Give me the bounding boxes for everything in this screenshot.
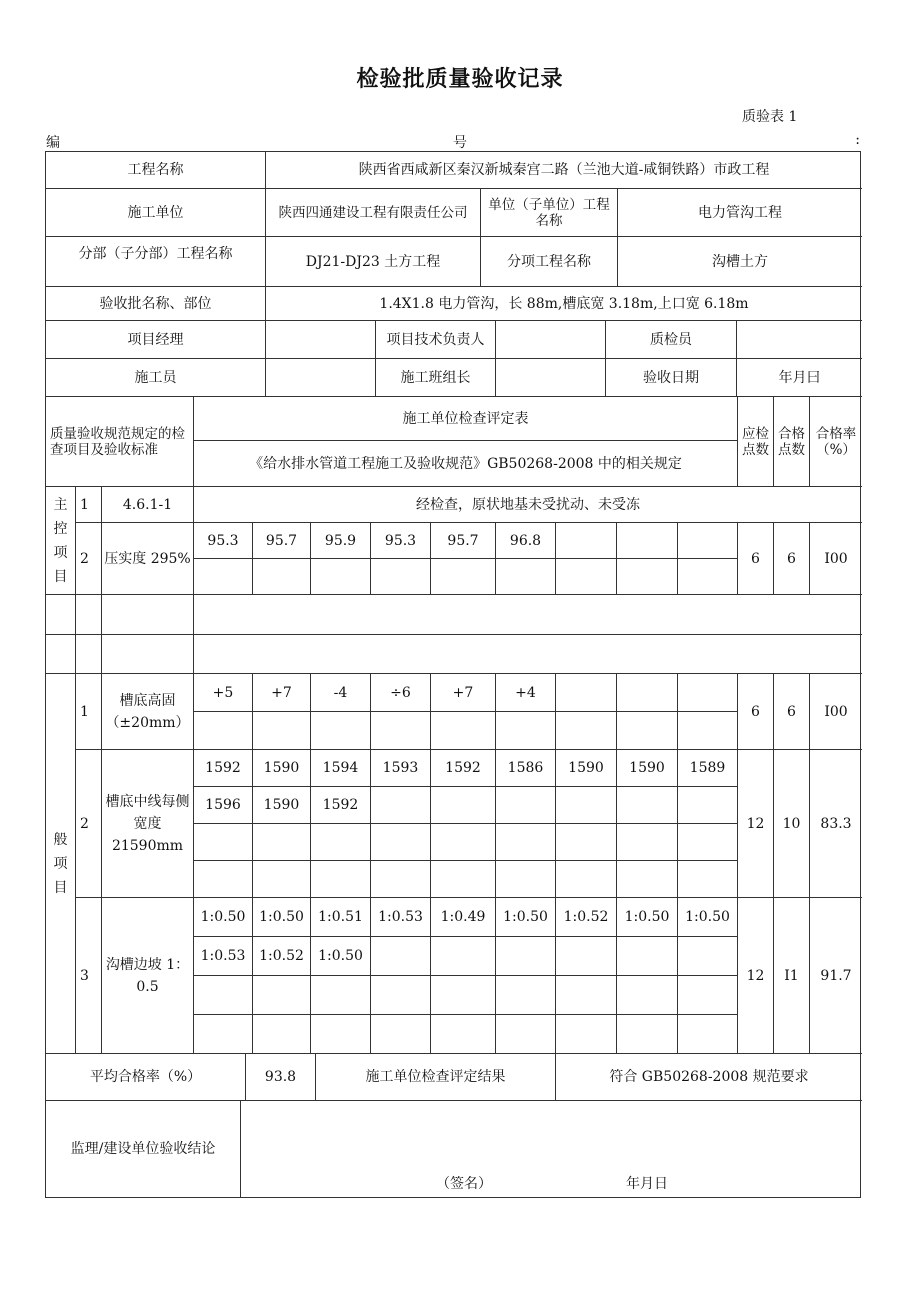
- general-item-1-pass: 6: [774, 674, 810, 750]
- general-item-2-value: [496, 824, 556, 861]
- compaction-value: [678, 523, 738, 559]
- general-item-2-value: [678, 787, 738, 824]
- general-item-2-value: 1592: [311, 787, 371, 824]
- general-item-3-value: [311, 976, 371, 1015]
- project-name-label: 工程名称: [46, 152, 266, 189]
- general-item-2-value: 1592: [194, 750, 253, 787]
- general-item-2-value: [253, 861, 311, 898]
- general-item-2-value: [617, 861, 678, 898]
- document-title: 检验批质量验收记录: [356, 67, 564, 92]
- general-item-3-value: [371, 1015, 431, 1054]
- unit-name-value: 电力管沟工程: [618, 189, 862, 237]
- compaction-value: 95.3: [371, 523, 431, 559]
- evaluation-result-label: 施工单位检查评定结果: [316, 1054, 556, 1101]
- general-item-2-name: 槽底中线每侧宽度 21590mm: [102, 750, 194, 898]
- general-item-1-value: [556, 674, 617, 712]
- general-item-3-value: 1:0.53: [371, 898, 431, 937]
- project-manager-value: [266, 321, 376, 359]
- general-item-1-name: 槽底高固（±20mm）: [102, 674, 194, 750]
- main-item-2-pass: 6: [774, 523, 810, 595]
- general-item-3-value: 1:0.50: [617, 898, 678, 937]
- general-item-3-value: [431, 937, 496, 976]
- general-item-2-value: 1590: [556, 750, 617, 787]
- general-item-1-value: +4: [496, 674, 556, 712]
- general-item-3-value: [194, 976, 253, 1015]
- general-item-2-rate: 83.3: [810, 750, 862, 898]
- pass-count-header: 合格点数: [774, 397, 810, 487]
- general-item-1-value: [678, 712, 738, 750]
- general-item-3-count: 12: [738, 898, 774, 1054]
- general-item-2-value: 1592: [431, 750, 496, 787]
- subdivision-label: 分部（子分部）工程名称: [46, 237, 266, 287]
- general-item-2-value: [431, 824, 496, 861]
- general-item-3-value: [431, 976, 496, 1015]
- blank-cell: [76, 595, 102, 635]
- batch-label: 验收批名称、部位: [46, 287, 266, 321]
- general-item-1-rate: I00: [810, 674, 862, 750]
- main-item-1-result: 经检查，原状地基未受扰动、未受冻: [194, 487, 862, 523]
- sub-item-value: 沟槽土方: [618, 237, 862, 287]
- compaction-value-empty: [556, 559, 617, 595]
- general-item-2-value: 1586: [496, 750, 556, 787]
- blank-cell: [102, 635, 194, 674]
- serial-label-mid: 号: [453, 135, 467, 151]
- main-blank-b: [46, 635, 76, 674]
- compaction-value: [556, 523, 617, 559]
- general-item-2-value: [556, 787, 617, 824]
- general-item-2-value: [556, 861, 617, 898]
- qc-inspector-value: [737, 321, 862, 359]
- general-item-1-value: [617, 674, 678, 712]
- general-item-3-value: 1:0.50: [194, 898, 253, 937]
- general-item-2-value: [678, 824, 738, 861]
- subdivision-value: DJ21-DJ23 土方工程: [266, 237, 481, 287]
- inspection-record-table: [45, 151, 861, 1198]
- general-item-3-value: 1:0.52: [253, 937, 311, 976]
- serial-label-right: :: [855, 132, 860, 148]
- general-item-3-value: [617, 937, 678, 976]
- general-item-2-count: 12: [738, 750, 774, 898]
- general-item-3-value: [678, 1015, 738, 1054]
- compaction-value-empty: [431, 559, 496, 595]
- general-item-3-name: 沟槽边坡 1：0.5: [102, 898, 194, 1054]
- general-item-3-rate: 91.7: [810, 898, 862, 1054]
- general-item-3-pass: I1: [774, 898, 810, 1054]
- compaction-value: 96.8: [496, 523, 556, 559]
- qc-inspector-label: 质检员: [606, 321, 737, 359]
- compaction-value: 95.9: [311, 523, 371, 559]
- tech-lead-value: [496, 321, 606, 359]
- general-item-3-value: [253, 976, 311, 1015]
- main-item-2-rate: I00: [810, 523, 862, 595]
- general-item-3-value: [496, 976, 556, 1015]
- compaction-value: 95.7: [431, 523, 496, 559]
- general-item-2-value: [311, 861, 371, 898]
- general-item-3-value: [496, 1015, 556, 1054]
- general-item-3-value: [371, 937, 431, 976]
- compaction-value-empty: [496, 559, 556, 595]
- general-item-1-count: 6: [738, 674, 774, 750]
- general-item-2-value: [194, 861, 253, 898]
- general-item-2-pass: 10: [774, 750, 810, 898]
- general-item-3-value: 1:0.50: [253, 898, 311, 937]
- form-number: 质验表 1: [742, 109, 798, 125]
- signature-label: （签名）: [436, 1176, 492, 1192]
- average-pass-rate-label: 平均合格率（%）: [46, 1054, 246, 1101]
- evaluation-result-value: 符合 GB50268-2008 规范要求: [556, 1054, 862, 1101]
- pass-rate-header: 合格率（%）: [810, 397, 862, 487]
- spec-header: 《给水排水管道工程施工及验收规范》GB50268-2008 中的相关规定: [194, 441, 738, 487]
- general-item-2-value: [371, 824, 431, 861]
- general-item-2-value: 1590: [253, 750, 311, 787]
- general-item-3-value: [556, 976, 617, 1015]
- general-item-3-value: [431, 1015, 496, 1054]
- general-item-1-value: +5: [194, 674, 253, 712]
- general-item-2-value: [617, 787, 678, 824]
- general-item-1-value: [617, 712, 678, 750]
- main-item-2-name: 压实度 295%: [102, 523, 194, 595]
- main-item-1-no: 1: [76, 487, 102, 523]
- blank-cell: [76, 635, 102, 674]
- general-item-2-value: [556, 824, 617, 861]
- sub-item-label: 分项工程名称: [481, 237, 618, 287]
- compaction-value-empty: [678, 559, 738, 595]
- general-item-2-value: 1589: [678, 750, 738, 787]
- general-item-1-value: [194, 712, 253, 750]
- compaction-value-empty: [311, 559, 371, 595]
- batch-value: 1.4X1.8 电力管沟，长 88m,槽底宽 3.18m,上口宽 6.18m: [266, 287, 862, 321]
- general-item-1-value: [496, 712, 556, 750]
- general-item-3-value: 1:0.52: [556, 898, 617, 937]
- general-item-2-value: [496, 861, 556, 898]
- general-item-2-value: [431, 787, 496, 824]
- general-item-2-no: 2: [76, 750, 102, 898]
- general-item-3-value: 1:0.53: [194, 937, 253, 976]
- general-item-1-value: [678, 674, 738, 712]
- general-item-3-value: [194, 1015, 253, 1054]
- team-leader-value: [496, 359, 606, 397]
- standard-header: 质量验收规范规定的检查项目及验收标准: [46, 397, 194, 487]
- general-item-1-value: -4: [311, 674, 371, 712]
- general-item-2-value: 1594: [311, 750, 371, 787]
- general-item-1-value: ÷6: [371, 674, 431, 712]
- compaction-value-empty: [617, 559, 678, 595]
- blank-cell: [102, 595, 194, 635]
- general-item-1-value: [371, 712, 431, 750]
- main-item-1-name: 4.6.1-1: [102, 487, 194, 523]
- general-item-1-no: 1: [76, 674, 102, 750]
- team-leader-label: 施工班组长: [376, 359, 496, 397]
- general-item-3-value: [556, 937, 617, 976]
- general-item-2-value: [371, 787, 431, 824]
- general-item-3-value: [311, 1015, 371, 1054]
- average-pass-rate-value: 93.8: [246, 1054, 316, 1101]
- project-name-value: 陕西省西咸新区秦汉新城秦宫二路（兰池大道-咸铜铁路）市政工程: [266, 152, 862, 189]
- evaluation-header: 施工单位检查评定表: [194, 397, 738, 441]
- compaction-value: [617, 523, 678, 559]
- contractor-label: 施工单位: [46, 189, 266, 237]
- unit-name-label: 单位（子单位）工程名称: [481, 189, 618, 237]
- compaction-value-empty: [371, 559, 431, 595]
- general-item-1-value: +7: [431, 674, 496, 712]
- general-item-3-value: 1:0.50: [678, 898, 738, 937]
- general-item-2-value: [371, 861, 431, 898]
- signature-area: [241, 1101, 862, 1197]
- main-group-label: 主控项目: [46, 487, 76, 595]
- general-item-2-value: [253, 824, 311, 861]
- blank-cell: [194, 635, 862, 674]
- general-item-3-value: [253, 1015, 311, 1054]
- general-item-2-value: [678, 861, 738, 898]
- general-item-2-value: 1590: [253, 787, 311, 824]
- contractor-value: 陕西四通建设工程有限责任公司: [266, 189, 481, 237]
- compaction-value: 95.7: [253, 523, 311, 559]
- general-item-1-value: [431, 712, 496, 750]
- blank-cell: [194, 595, 862, 635]
- general-item-3-value: [556, 1015, 617, 1054]
- general-item-3-value: 1:0.51: [311, 898, 371, 937]
- check-count-header: 应检点数: [738, 397, 774, 487]
- general-item-2-value: [311, 824, 371, 861]
- serial-number-line: [46, 132, 860, 150]
- main-item-2-no: 2: [76, 523, 102, 595]
- general-item-3-value: 1:0.50: [311, 937, 371, 976]
- general-item-1-value: [311, 712, 371, 750]
- general-item-3-value: [371, 976, 431, 1015]
- general-item-3-value: [678, 937, 738, 976]
- acceptance-date-value: 年月曰: [737, 359, 862, 397]
- general-item-2-value: 1593: [371, 750, 431, 787]
- supervisor-conclusion-label: 监理/建设单位验收结论: [46, 1101, 241, 1197]
- general-item-3-value: [617, 1015, 678, 1054]
- serial-label-left: 编: [46, 135, 60, 151]
- general-item-3-value: 1:0.49: [431, 898, 496, 937]
- general-item-3-value: [617, 976, 678, 1015]
- construction-worker-value: [266, 359, 376, 397]
- general-item-2-value: [496, 787, 556, 824]
- construction-worker-label: 施工员: [46, 359, 266, 397]
- main-item-2-count: 6: [738, 523, 774, 595]
- general-item-1-value: [253, 712, 311, 750]
- compaction-value-empty: [253, 559, 311, 595]
- general-item-2-value: [194, 824, 253, 861]
- general-item-2-value: 1596: [194, 787, 253, 824]
- compaction-value-empty: [194, 559, 253, 595]
- general-item-3-value: [496, 937, 556, 976]
- tech-lead-label: 项目技术负责人: [376, 321, 496, 359]
- general-item-3-value: 1:0.50: [496, 898, 556, 937]
- general-item-1-value: [556, 712, 617, 750]
- main-blank-a: [46, 595, 76, 635]
- acceptance-date-label: 验收日期: [606, 359, 737, 397]
- project-manager-label: 项目经理: [46, 321, 266, 359]
- general-item-3-no: 3: [76, 898, 102, 1054]
- general-item-2-value: 1590: [617, 750, 678, 787]
- general-group-label: 般项目: [46, 674, 76, 1054]
- signature-date: 年月日: [626, 1176, 668, 1192]
- general-item-2-value: [617, 824, 678, 861]
- compaction-value: 95.3: [194, 523, 253, 559]
- general-item-1-value: +7: [253, 674, 311, 712]
- general-item-3-value: [678, 976, 738, 1015]
- general-item-2-value: [431, 861, 496, 898]
